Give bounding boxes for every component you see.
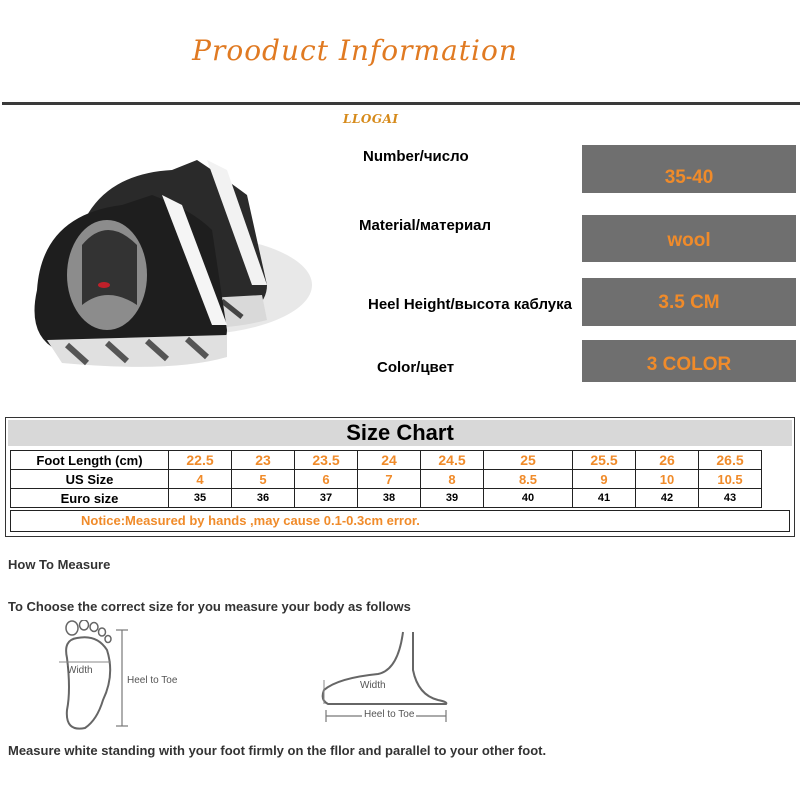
row-header: Euro size — [11, 489, 169, 508]
measure-instructions: Measure white standing with your foot firmly on the fllor and parallel to your other foot. — [8, 743, 547, 758]
product-image — [12, 135, 312, 395]
table-cell: 6 — [295, 470, 358, 489]
size-table — [10, 450, 762, 508]
table-cell: 23.5 — [295, 451, 358, 470]
size-chart-title: Size Chart — [8, 420, 792, 446]
table-cell: 23 — [232, 451, 295, 470]
page-title: Prooduct Information — [192, 34, 518, 67]
spec-value-heel-height: 3.5 CM — [582, 278, 796, 326]
spec-value-number: 35-40 — [582, 145, 796, 193]
heel-to-toe-label: Heel to Toe — [127, 675, 178, 686]
brand-name: LLOGAI — [343, 112, 399, 126]
table-cell: 25.5 — [573, 451, 636, 470]
spec-label-material: Material/материал — [359, 217, 492, 234]
foot-sole-diagram — [45, 620, 205, 735]
spec-value-color: 3 COLOR — [582, 340, 796, 382]
measurement-notice: Notice:Measured by hands ,may cause 0.1-0.3cm error. — [10, 510, 790, 532]
title-divider — [2, 102, 800, 105]
table-cell: 26.5 — [699, 451, 762, 470]
table-cell: 43 — [699, 489, 762, 508]
table-row-foot-length — [11, 451, 762, 470]
table-cell: 7 — [358, 470, 421, 489]
table-cell: 37 — [295, 489, 358, 508]
table-cell: 8 — [421, 470, 484, 489]
foot-sole-icon — [45, 620, 205, 735]
foot-side-diagram — [318, 630, 458, 725]
table-cell: 35 — [169, 489, 232, 508]
table-cell: 4 — [169, 470, 232, 489]
table-cell: 36 — [232, 489, 295, 508]
spec-value-material: wool — [582, 215, 796, 262]
table-cell: 10 — [636, 470, 699, 489]
table-cell: 39 — [421, 489, 484, 508]
table-cell: 42 — [636, 489, 699, 508]
table-cell: 24 — [358, 451, 421, 470]
size-chart — [5, 417, 795, 537]
table-cell: 26 — [636, 451, 699, 470]
table-cell: 41 — [573, 489, 636, 508]
table-cell: 9 — [573, 470, 636, 489]
spec-label-heel-height: Heel Height/высота каблука — [368, 296, 572, 313]
how-to-measure-heading: How To Measure — [8, 557, 111, 572]
table-cell: 5 — [232, 470, 295, 489]
sneaker-illustration — [12, 135, 312, 395]
table-cell: 25 — [484, 451, 573, 470]
table-cell: 24.5 — [421, 451, 484, 470]
heel-to-toe-label-side: Heel to Toe — [364, 709, 415, 720]
spec-label-number: Number/число — [363, 148, 469, 165]
table-row-euro-size — [11, 489, 762, 508]
table-cell: 38 — [358, 489, 421, 508]
width-label: Width — [67, 665, 93, 676]
table-cell: 40 — [484, 489, 573, 508]
table-cell: 22.5 — [169, 451, 232, 470]
how-to-measure-subheading: To Choose the correct size for you measure your body as follows — [8, 599, 411, 614]
spec-label-color: Color/цвет — [377, 359, 455, 376]
row-header: Foot Length (cm) — [11, 451, 169, 470]
table-row-us-size — [11, 470, 762, 489]
table-cell: 8.5 — [484, 470, 573, 489]
table-cell: 10.5 — [699, 470, 762, 489]
width-label-side: Width — [360, 680, 386, 691]
row-header: US Size — [11, 470, 169, 489]
